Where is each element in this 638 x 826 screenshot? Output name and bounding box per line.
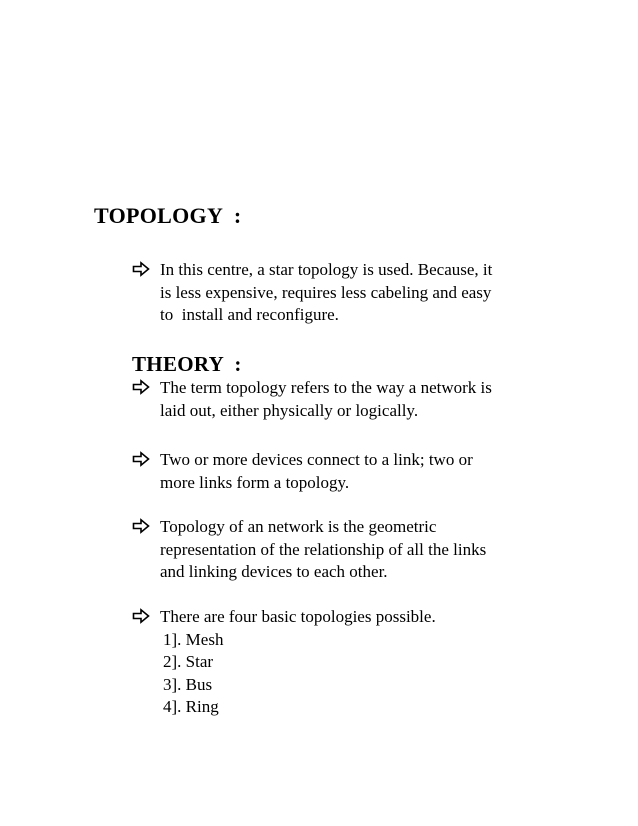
arrow-right-outline-icon xyxy=(132,518,150,534)
arrow-right-outline-icon xyxy=(132,379,150,395)
text-line: The term topology refers to the way a network is xyxy=(160,378,492,397)
text-line: laid out, either physically or logically. xyxy=(160,400,419,420)
arrow-right-outline-icon xyxy=(132,608,150,624)
text-line: representation of the relationship of all the links xyxy=(160,539,487,559)
list-item-mesh: 1]. Mesh xyxy=(163,629,224,649)
arrow-right-outline-icon xyxy=(132,451,150,467)
arrow-right-outline-icon xyxy=(132,261,150,277)
bullet-text xyxy=(160,449,550,494)
text-line: There are four basic topologies possible. xyxy=(160,607,436,626)
text-line: Two or more devices connect to a link; two or xyxy=(160,450,473,469)
text-line: to install and reconfigure. xyxy=(160,305,339,324)
list-item-bus: 3]. Bus xyxy=(163,674,213,694)
bullet-text xyxy=(160,377,550,422)
topology-heading: TOPOLOGY : xyxy=(94,203,242,228)
theory-heading: THEORY : xyxy=(132,352,242,376)
list-item-ring: 4]. Ring xyxy=(163,697,219,716)
text-line: more links form a topology. xyxy=(160,472,350,492)
bullet-text xyxy=(160,606,550,719)
bullet-text xyxy=(160,259,550,327)
text-line: In this centre, a star topology is used. Because, it xyxy=(160,260,493,279)
text-line: and linking devices to each other. xyxy=(160,562,388,581)
text-line: Topology of an network is the geometric xyxy=(160,517,437,536)
text-line: is less expensive, requires less cabeling and easy xyxy=(160,282,492,302)
list-item-star: 2]. Star xyxy=(163,652,214,671)
bullet-text xyxy=(160,516,550,584)
